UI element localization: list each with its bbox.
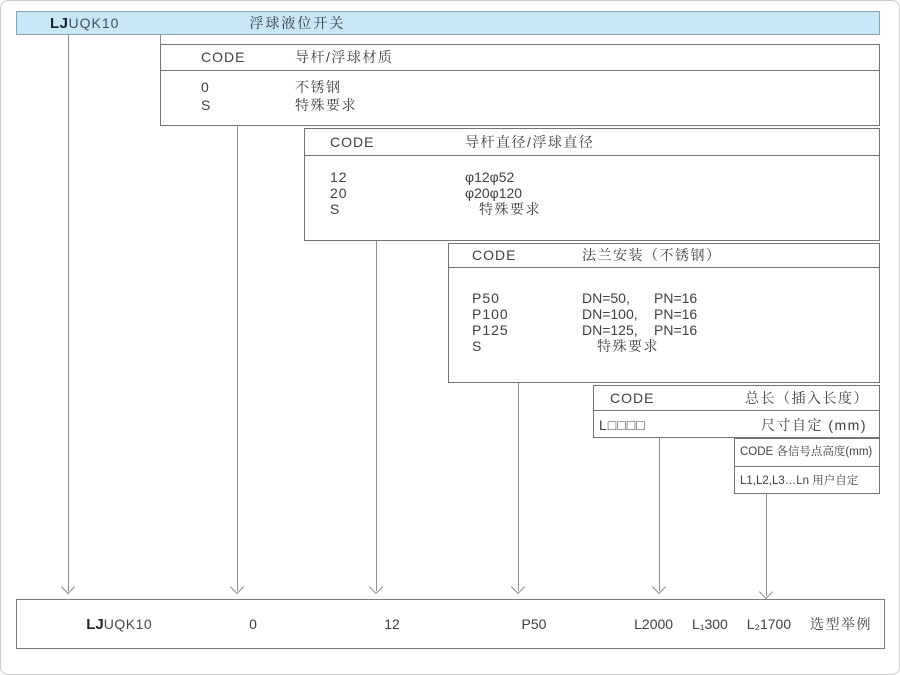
pn-value: PN=16 — [654, 290, 698, 306]
drop-line-signal — [766, 494, 767, 596]
option-code: S — [472, 338, 483, 354]
option-desc: 尺寸自定 (mm) — [760, 417, 867, 433]
signal-header-row: CODE 各信号点高度(mm) — [735, 439, 879, 467]
example-flange-code: P50 — [521, 616, 547, 632]
box-header — [161, 45, 879, 71]
drop-line-flange — [518, 383, 519, 591]
option-desc: φ12φ52 — [465, 169, 515, 185]
option-code: S — [201, 97, 212, 113]
code-box-material — [160, 44, 880, 126]
option-code: P50 — [472, 290, 500, 306]
option-row — [594, 411, 879, 439]
example-model — [35, 600, 155, 649]
drop-line-model — [68, 34, 69, 591]
box-title: 导杆/浮球材质 — [295, 49, 394, 65]
option-desc: 不锈钢 — [295, 79, 342, 95]
option-code: 20 — [330, 185, 348, 201]
model-header-bar — [16, 11, 880, 35]
example-material-code: 0 — [249, 616, 257, 632]
box-body — [449, 268, 879, 354]
example-total-length: L2000 — [634, 616, 674, 632]
dn-value: DN=100, — [582, 306, 638, 322]
code-box-length — [593, 385, 880, 438]
example-label: 选型举例 — [810, 616, 872, 632]
box-header — [305, 129, 879, 156]
option-row — [449, 306, 879, 322]
arrow-down-icon — [230, 580, 244, 594]
option-row — [305, 185, 879, 201]
option-desc: 特殊要求 — [479, 201, 541, 217]
example-signal-2: L₂1700 — [746, 616, 792, 632]
length-code-mask: L□□□□ — [599, 417, 646, 433]
dn-value: DN=125, — [582, 322, 638, 338]
dn-value: DN=50, — [582, 290, 630, 306]
option-row — [161, 96, 879, 114]
example-diameter-code: 12 — [384, 616, 400, 632]
code-label: CODE — [472, 247, 517, 263]
code-box-signal-points — [734, 438, 880, 494]
box-body — [161, 71, 879, 114]
code-label: CODE — [201, 49, 246, 65]
model-prefix: LJ — [50, 14, 69, 32]
option-desc — [582, 322, 697, 338]
drop-line-length — [659, 438, 660, 591]
example-signal-1: L₁300 — [691, 616, 728, 632]
box-title: 法兰安装（不锈钢） — [582, 247, 722, 263]
option-row — [305, 169, 879, 185]
option-row — [449, 322, 879, 338]
code-box-diameter — [304, 128, 880, 241]
option-row — [305, 201, 879, 217]
model-code — [50, 15, 119, 32]
product-title: 浮球液位开关 — [249, 15, 346, 31]
connector-stub — [160, 34, 161, 44]
option-code: P100 — [472, 306, 509, 322]
example-model-prefix: LJ — [86, 616, 104, 633]
example-model-suffix: UQK10 — [103, 616, 153, 632]
option-code: 0 — [201, 79, 210, 95]
arrow-down-icon — [61, 580, 75, 594]
option-desc — [582, 306, 697, 322]
option-desc — [582, 290, 697, 306]
example-bar — [16, 599, 885, 649]
box-title: 导杆直径/浮球直径 — [465, 134, 595, 150]
box-body — [305, 156, 879, 217]
model-suffix: UQK10 — [68, 14, 120, 31]
code-label: CODE — [330, 134, 375, 150]
arrow-down-icon — [369, 580, 383, 594]
option-code: S — [330, 201, 341, 217]
drop-line-diameter — [376, 241, 377, 591]
pn-value: PN=16 — [654, 306, 698, 322]
pn-value: PN=16 — [654, 322, 698, 338]
option-code: 12 — [330, 169, 348, 185]
example-length-values — [619, 600, 872, 648]
box-header — [594, 386, 879, 411]
arrow-down-icon — [652, 580, 666, 594]
option-row — [449, 290, 879, 306]
arrow-down-icon — [759, 585, 773, 599]
option-row — [449, 338, 879, 354]
code-label: CODE — [610, 390, 655, 406]
signal-values-row: L1,L2,L3…Ln 用户自定 — [740, 475, 859, 487]
box-header — [449, 244, 879, 268]
box-title: 总长（插入长度） — [745, 390, 869, 406]
option-code: P125 — [472, 322, 509, 338]
option-desc: 特殊要求 — [597, 338, 659, 354]
option-desc: 特殊要求 — [295, 97, 357, 113]
drop-line-material — [237, 126, 238, 591]
code-box-flange — [448, 243, 880, 383]
option-row — [161, 78, 879, 96]
arrow-down-icon — [511, 580, 525, 594]
option-desc: φ20φ120 — [465, 185, 523, 201]
